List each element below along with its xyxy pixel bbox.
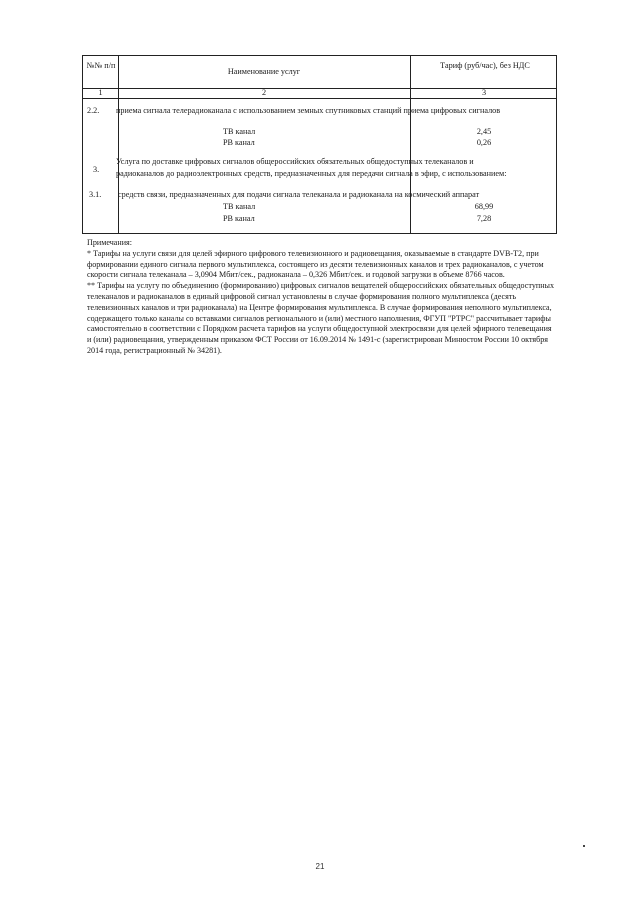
row-label-tv: ТВ канал [223, 202, 256, 211]
row-label-tv: ТВ канал [223, 127, 256, 136]
row-value-rv: 7,28 [476, 214, 492, 223]
note-2: ** Тарифы на услугу по объединению (формированию) цифровых сигналов вещателей общероссийских обязательных общедоступных телеканалов и радиоканалов в единый цифровой сигнал установлены в случае формирования полного мультиплекса (десять телевизионных каналов и три радиоканала) на Центре формирования мультиплекса. В случае формирования неполного мультиплекса, содержащего только каналы со вставками сигналов регионального и (или) местного наполнения, ФГУП "РТРС" рассчитывает тарифы самостоятельно в соответствии с Порядком расчета тарифов на услуги общедоступной электросвязи для целей эфирного телевещания и (или) радиовещания, утвержденным приказом ФСТ России от 16.09.2014 № 1491-с (зарегистрирован Минюстом России 10 октября 2014 года, регистрационный № 34281). [87, 281, 555, 355]
row-num-3: 3. [93, 165, 100, 174]
row-value-tv: 68,99 [474, 202, 494, 211]
page-number: 21 [315, 862, 325, 871]
scan-dot [583, 845, 585, 847]
row-num-3-1: 3.1. [89, 190, 102, 199]
table-col-divider [118, 56, 119, 233]
row-text-3-1: средств связи, предназначенных для подачи сигнала телеканала и радиоканала на космический аппарат [118, 190, 480, 199]
notes-block [87, 238, 557, 357]
row-text-2-2: приема сигнала телерадиоканала с использованием земных спутниковых станций приема цифровых сигналов [116, 106, 501, 115]
row-text-3-line1: Услуга по доставке цифровых сигналов общероссийских обязательных общедоступных телеканалов и [116, 157, 474, 166]
row-text-3-line2: радиоканалов до радиоэлектронных средств, предназначенных для передачи сигнала в эфир, с использованием: [116, 169, 507, 178]
notes-title: Примечания: [87, 238, 133, 247]
row-value-rv: 0,26 [476, 138, 492, 147]
row-label-rv: РВ канал [223, 138, 255, 147]
tariff-table [82, 55, 557, 234]
header-num: №№ п/п [86, 61, 116, 70]
header-name: Наименование услуг [227, 67, 301, 76]
note-1: * Тарифы на услуги связи для целей эфирного цифрового телевизионного и радиовещания, оказываемые в стандарте DVB-T2, при формировании единого сигнала первого мультиплекса, состоящего из десяти телевизионных каналов и трех радиоканалов, с учетом скорости сигнала телеканала – 3,0904 Мбит/сек., радиоканала – 0,326 Мбит/сек. и годовой загрузки в объеме 8766 часов. [87, 248, 544, 280]
header-tariff: Тариф (руб/час), без НДС [440, 61, 530, 70]
row-num-2-2: 2.2. [87, 106, 100, 115]
table-colnum-divider [83, 98, 556, 99]
row-value-tv: 2,45 [476, 127, 492, 136]
col-number-1: 1 [98, 88, 103, 97]
col-number-3: 3 [481, 88, 487, 97]
col-number-2: 2 [261, 88, 267, 97]
row-label-rv: РВ канал [223, 214, 255, 223]
